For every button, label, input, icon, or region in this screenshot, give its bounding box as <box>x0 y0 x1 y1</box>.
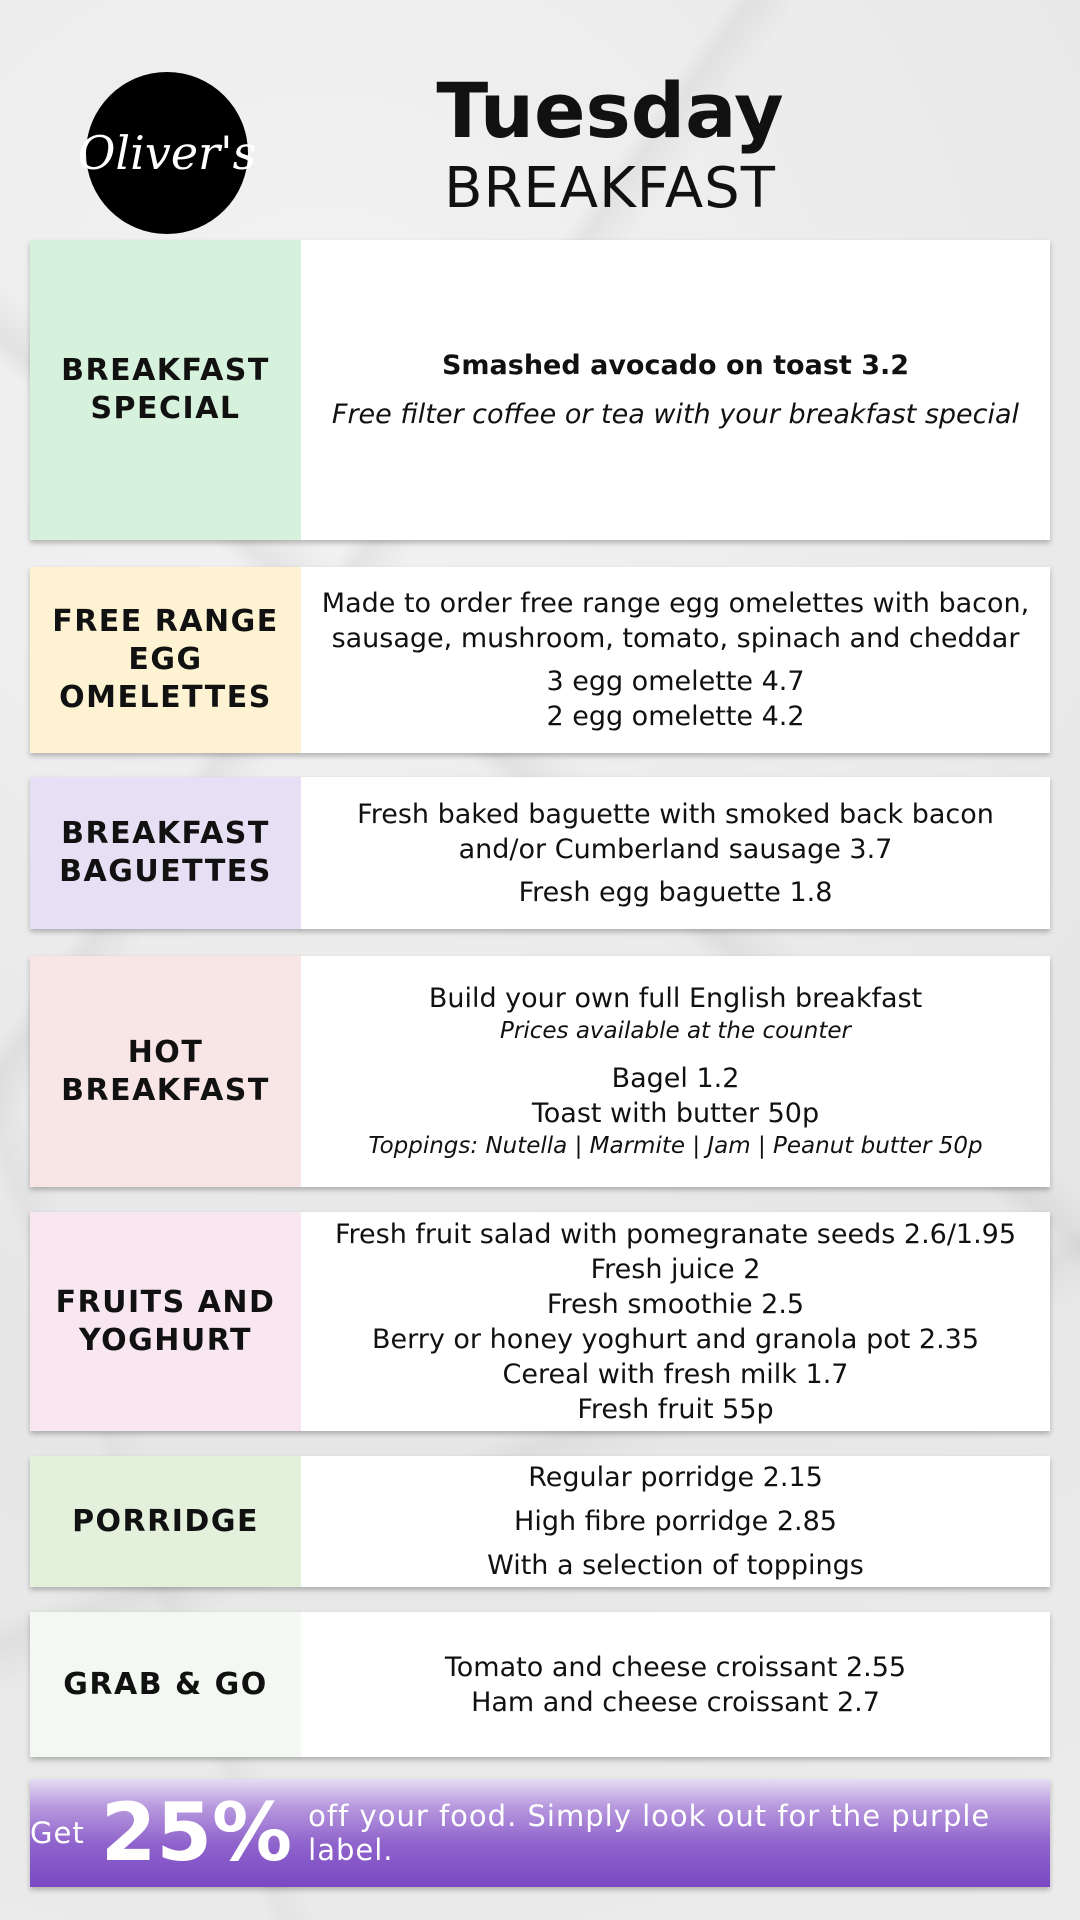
menu-note: With a selection of toppings <box>487 1550 864 1581</box>
menu-item: Fresh smoothie 2.5 <box>546 1288 805 1320</box>
menu-item: Toast with butter 50p <box>531 1098 820 1129</box>
section-label: FREE RANGE EGG OMELETTES <box>30 567 301 753</box>
menu-item: Ham and cheese croissant 2.7 <box>471 1686 880 1718</box>
promo-banner <box>30 1779 1050 1887</box>
section-baguettes <box>30 777 1050 929</box>
section-content <box>301 567 1050 753</box>
olivers-logo <box>77 72 257 234</box>
promo-prefix: Get <box>30 1816 85 1850</box>
section-label: BREAKFAST BAGUETTES <box>30 777 301 929</box>
section-content <box>301 1456 1050 1587</box>
menu-note: Toppings: Nutella | Marmite | Jam | Peanut butter 50p <box>368 1133 983 1159</box>
section-label: PORRIDGE <box>30 1456 301 1587</box>
menu-item: Bagel 1.2 <box>611 1063 740 1094</box>
meal-heading: BREAKFAST <box>444 156 776 221</box>
section-hot-breakfast <box>30 956 1050 1187</box>
section-content <box>301 777 1050 929</box>
menu-item: High fibre porridge 2.85 <box>514 1506 837 1537</box>
menu-item: Smashed avocado on toast 3.2 <box>441 350 910 381</box>
menu-description: Made to order free range egg omelettes with bacon, sausage, mushroom, tomato, spinach and cheddar <box>321 588 1030 654</box>
menu-item: Berry or honey yoghurt and granola pot 2.35 <box>371 1323 980 1355</box>
menu-note: Prices available at the counter <box>500 1018 851 1044</box>
section-breakfast-special <box>30 240 1050 540</box>
menu-item: Fresh fruit salad with pomegranate seeds 2.6/1.95 <box>334 1218 1017 1250</box>
section-label: BREAKFAST SPECIAL <box>30 240 301 540</box>
menu-item: Fresh baked baguette with smoked back bacon and/or Cumberland sausage 3.7 <box>357 798 994 865</box>
menu-item: Fresh egg baguette 1.8 <box>518 876 833 908</box>
section-content <box>301 240 1050 540</box>
page-title <box>400 66 820 222</box>
section-label: HOT BREAKFAST <box>30 956 301 1187</box>
menu-note: Free filter coffee or tea with your breakfast special <box>331 399 1020 430</box>
section-content <box>301 956 1050 1187</box>
promo-suffix: off your food. Simply look out for the purple label. <box>308 1799 991 1867</box>
section-content <box>301 1212 1050 1431</box>
logo-text: Oliver's <box>77 126 257 180</box>
menu-item: Fresh fruit 55p <box>577 1393 774 1425</box>
section-label: FRUITS AND YOGHURT <box>30 1212 301 1431</box>
menu-item: Fresh juice 2 <box>590 1253 761 1285</box>
menu-item: Regular porridge 2.15 <box>528 1462 823 1493</box>
menu-item: 2 egg omelette 4.2 <box>546 701 805 732</box>
section-content <box>301 1612 1050 1757</box>
section-omelettes <box>30 567 1050 753</box>
section-porridge <box>30 1456 1050 1587</box>
section-label: GRAB & GO <box>30 1612 301 1757</box>
promo-percent: 25% <box>100 1786 293 1879</box>
menu-item: Cereal with fresh milk 1.7 <box>502 1358 849 1390</box>
section-grab-and-go <box>30 1612 1050 1757</box>
day-heading: Tuesday <box>436 66 784 155</box>
menu-item: Tomato and cheese croissant 2.55 <box>444 1651 907 1683</box>
menu-item: 3 egg omelette 4.7 <box>546 666 805 697</box>
menu-item: Build your own full English breakfast <box>428 983 923 1014</box>
section-fruits-yoghurt <box>30 1212 1050 1431</box>
